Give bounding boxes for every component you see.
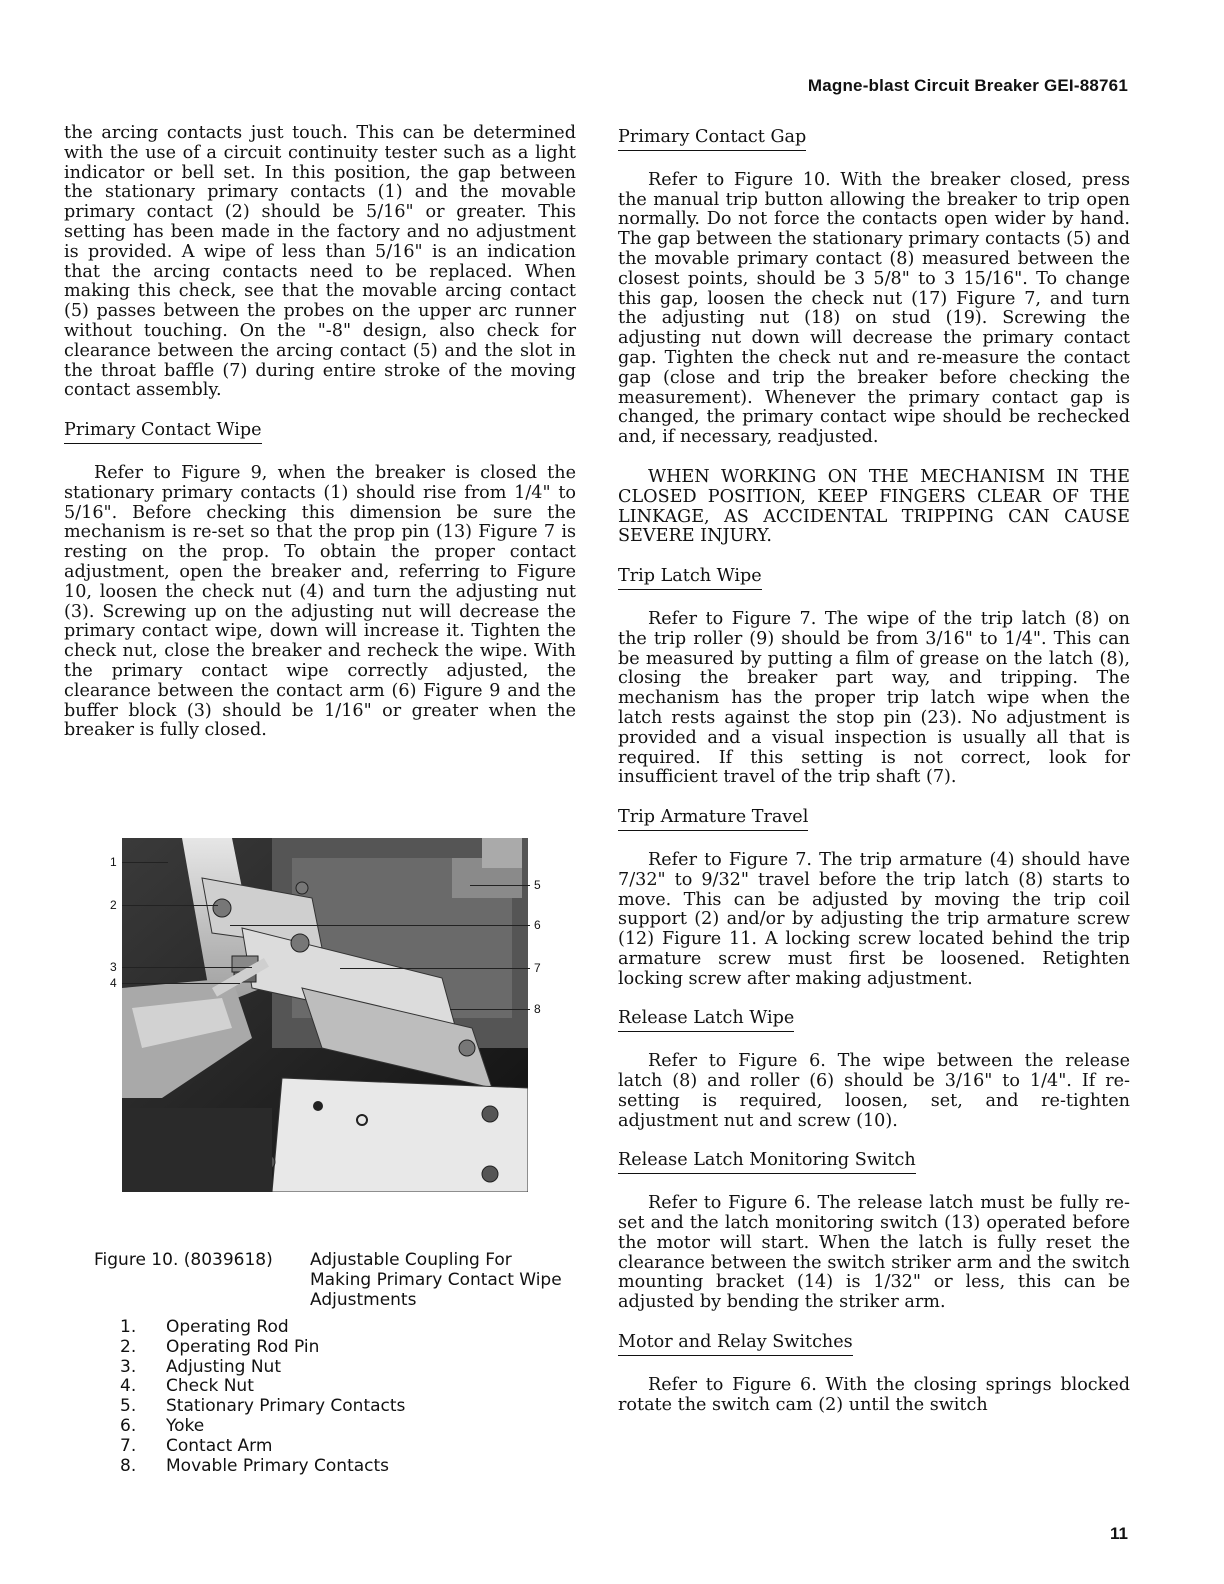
section-heading-primary-contact-wipe: Primary Contact Wipe (64, 421, 262, 444)
legend-number: 6. (120, 1415, 137, 1436)
section-heading-primary-contact-gap: Primary Contact Gap (618, 128, 806, 151)
legend-item (120, 1377, 405, 1397)
callout-4-leader (122, 983, 240, 984)
legend-label: Movable Primary Contacts (166, 1455, 390, 1476)
motor-and-relay-switches-paragraph: Refer to Figure 6. With the closing springs blocked rotate the switch cam (2) until the switch (618, 1374, 1130, 1415)
release-latch-wipe-paragraph: Refer to Figure 6. The wipe between the release latch (8) and roller (6) should be 3/16" to 1/4". If re-setting is required, loosen, set, and re-tighten adjustment nut and screw (10). (618, 1051, 1130, 1131)
callout-6: 6 (534, 918, 541, 932)
trip-armature-travel-paragraph: Refer to Figure 7. The trip armature (4) should have 7/32" to 9/32" travel before the trip latch (8) starts to move. This can be adjusted by moving the trip coil support (2) and/or by adjusting the trip armature screw (12) Figure 11. A locking screw located behind the trip armature screw must first be loosened. Retighten locking screw after making adjustment. (618, 849, 1130, 989)
section-heading-motor-and-relay-switches: Motor and Relay Switches (618, 1333, 853, 1356)
section-heading-trip-armature-travel: Trip Armature Travel (618, 808, 808, 831)
legend-number: 1. (120, 1317, 137, 1337)
callout-2: 2 (110, 898, 117, 912)
primary-contact-wipe-paragraph: Refer to Figure 9, when the breaker is closed the stationary primary contacts (1) should rise from 1/4" to 5/16". Before checking this dimension be sure the mechanism is re-set so that the prop pin (13) Figure 7 is resting on the prop. To obtain the proper contact adjustment, open the breaker and, referring to Figure 10, loosen the check nut (4) and turn the adjusting nut (3). Screwing up on the adjusting nut will decrease the primary contact wipe, down will increase it. Tighten the check nut, close the breaker and recheck the wipe. With the primary contact wipe correctly adjusted, the clearance between the contact arm (6) Figure 9 and the buffer block (3) should be 1/16" or greater when the breaker is fully closed. (64, 462, 576, 741)
primary-contact-gap-paragraph: Refer to Figure 10. With the breaker closed, press the manual trip button allowing the breaker to trip open normally. Do not force the contacts open wider by hand. The gap between the stationary primary contacts (5) and the movable primary contact (8) measured between the closest points, should be 3 5/8" to 3 15/16". To change this gap, loosen the check nut (17) Figure 7, and turn the adjusting nut (18) on stud (19). Screwing the adjusting nut down will decrease the primary contact gap. Tighten the check nut and re-measure the contact gap (close and trip the breaker before checking the measurement). Whenever the primary contact gap is changed, the primary contact wipe should be rechecked and, if necessary, readjusted. (618, 169, 1130, 448)
callout-3: 3 (110, 960, 117, 974)
legend-label: Operating Rod Pin (166, 1336, 320, 1357)
callout-3-leader (122, 967, 252, 968)
figure-10-photo (122, 838, 528, 1192)
callout-2-leader (122, 905, 218, 906)
trip-latch-wipe-paragraph: Refer to Figure 7. The wipe of the trip latch (8) on the trip roller (9) should be from 3/16" to 1/4". This can be measured by putting a film of grease on the latch (8), closing the breaker part way, and tripping. The mechanism has the proper trip latch wipe when the latch rests against the stop pin (23). No adjustment is provided and a visual inspection is usually all that is required. If this setting is not correct, look for insufficient travel of the trip shaft (7). (618, 608, 1130, 788)
figure-legend (120, 1318, 405, 1476)
legend-item (120, 1318, 405, 1338)
figure-caption-lead: Figure 10. (8039618) (94, 1250, 273, 1270)
safety-warning: WHEN WORKING ON THE MECHANISM IN THE CLOSED POSITION, KEEP FINGERS CLEAR OF THE LINKAGE, AS ACCIDENTAL TRIPPING CAN CAUSE SEVERE INJURY. (618, 466, 1130, 547)
callout-4: 4 (110, 976, 117, 990)
right-column (618, 128, 1130, 1435)
callout-1-leader (122, 862, 168, 863)
legend-label: Operating Rod (166, 1317, 289, 1337)
callout-1: 1 (110, 855, 117, 869)
callout-7: 7 (534, 961, 541, 975)
page-header: Magne-blast Circuit Breaker GEI-88761 (807, 76, 1128, 95)
legend-number: 4. (120, 1376, 137, 1397)
release-latch-monitoring-switch-paragraph: Refer to Figure 6. The release latch must be fully re-set and the latch monitoring switch (13) operated before the motor will start. When the latch is fully reset the clearance between the switch striker arm and the switch mounting bracket (14) is 1/32" or less, this can be adjusted by bending the striker arm. (618, 1193, 1130, 1313)
legend-label: Adjusting Nut (166, 1356, 281, 1377)
callout-7-leader (340, 968, 530, 969)
legend-number: 3. (120, 1356, 137, 1377)
legend-number: 2. (120, 1336, 137, 1357)
legend-number: 8. (120, 1455, 137, 1476)
callout-8-leader (450, 1009, 530, 1010)
legend-item (120, 1397, 405, 1417)
intro-paragraph: the arcing contacts just touch. This can be determined with the use of a circuit continuity tester such as a light indicator or bell set. In this position, the gap between the stationary primary contacts (1) and the movable primary contact (2) should be 5/16" or greater. This setting has been made in the factory and no adjustment is provided. A wipe of less than 5/16" is an indication that the arcing contacts need to be replaced. When making this check, see that the movable arcing contact (5) passes between the probes on the upper arc runner without touching. On the "-8" design, also check for clearance between the arcing contact (5) and the slot in the throat baffle (7) during entire stroke of the moving contact assembly. (64, 123, 576, 401)
callout-8: 8 (534, 1002, 541, 1016)
legend-number: 5. (120, 1396, 137, 1417)
figure-caption-title: Adjustable Coupling For Making Primary Contact Wipe Adjustments (310, 1250, 562, 1310)
legend-label: Check Nut (166, 1376, 254, 1397)
legend-item (120, 1338, 405, 1358)
legend-label: Contact Arm (166, 1435, 273, 1456)
callout-5-leader (470, 885, 530, 886)
legend-item (120, 1358, 405, 1378)
left-column (64, 124, 576, 761)
legend-item (120, 1457, 405, 1477)
section-heading-release-latch-wipe: Release Latch Wipe (618, 1009, 794, 1032)
legend-label: Stationary Primary Contacts (166, 1396, 406, 1417)
section-heading-release-latch-monitoring-switch: Release Latch Monitoring Switch (618, 1151, 916, 1174)
figure-photo-art (122, 838, 528, 1192)
legend-item (120, 1417, 405, 1437)
callout-5: 5 (534, 878, 541, 892)
legend-item (120, 1437, 405, 1457)
legend-number: 7. (120, 1435, 137, 1456)
page-number: 11 (1110, 1524, 1128, 1543)
section-heading-trip-latch-wipe: Trip Latch Wipe (618, 567, 762, 590)
callout-6-leader (230, 925, 530, 926)
legend-label: Yoke (166, 1415, 205, 1436)
